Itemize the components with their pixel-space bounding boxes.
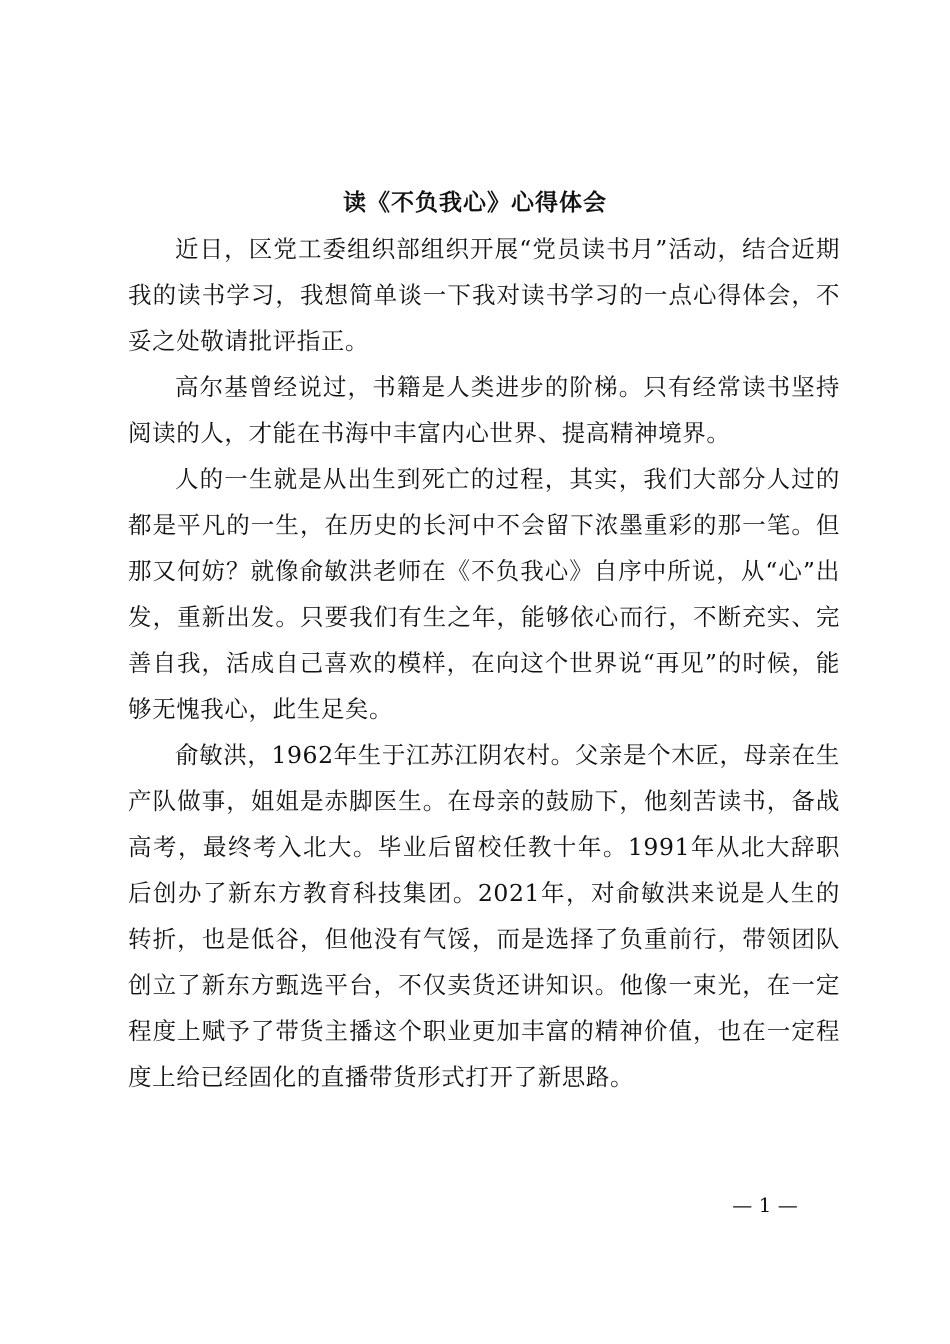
page-number: — 1 —: [732, 1193, 798, 1217]
document-body: [128, 226, 840, 1100]
paragraph-3: 人的一生就是从出生到死亡的过程，其实，我们大部分人过的都是平凡的一生，在历史的长河中不会留下浓墨重彩的那一笔。但那又何妨？就像俞敏洪老师在《不负我心》自序中所说，从“心”出发，重新出发。只要我们有生之年，能够依心而行，不断充实、完善自我，活成自己喜欢的模样，在向这个世界说“再见”的时候，能够无愧我心，此生足矣。: [128, 465, 840, 723]
paragraph-1: 近日，区党工委组织部组织开展“党员读书月”活动，结合近期我的读书学习，我想简单谈一下我对读书学习的一点心得体会，不妥之处敬请批评指正。: [128, 235, 840, 355]
paragraph-2: 高尔基曾经说过，书籍是人类进步的阶梯。只有经常读书坚持阅读的人，才能在书海中丰富内心世界、提高精神境界。: [128, 373, 840, 447]
paragraph-4: 俞敏洪，1962年生于江苏江阴农村。父亲是个木匠，母亲在生产队做事，姐姐是赤脚医生。在母亲的鼓励下，他刻苦读书，备战高考，最终考入北大。毕业后留校任教十年。1991年从北大辞职后创办了新东方教育科技集团。2021年，对俞敏洪来说是人生的转折，也是低谷，但他没有气馁，而是选择了负重前行，带领团队创立了新东方甄选平台，不仅卖货还讲知识。他像一束光，在一定程度上赋予了带货主播这个职业更加丰富的精神价值，也在一定程度上给已经固化的直播带货形式打开了新思路。: [128, 741, 840, 1091]
document-title: 读《不负我心》心得体会: [343, 189, 607, 216]
